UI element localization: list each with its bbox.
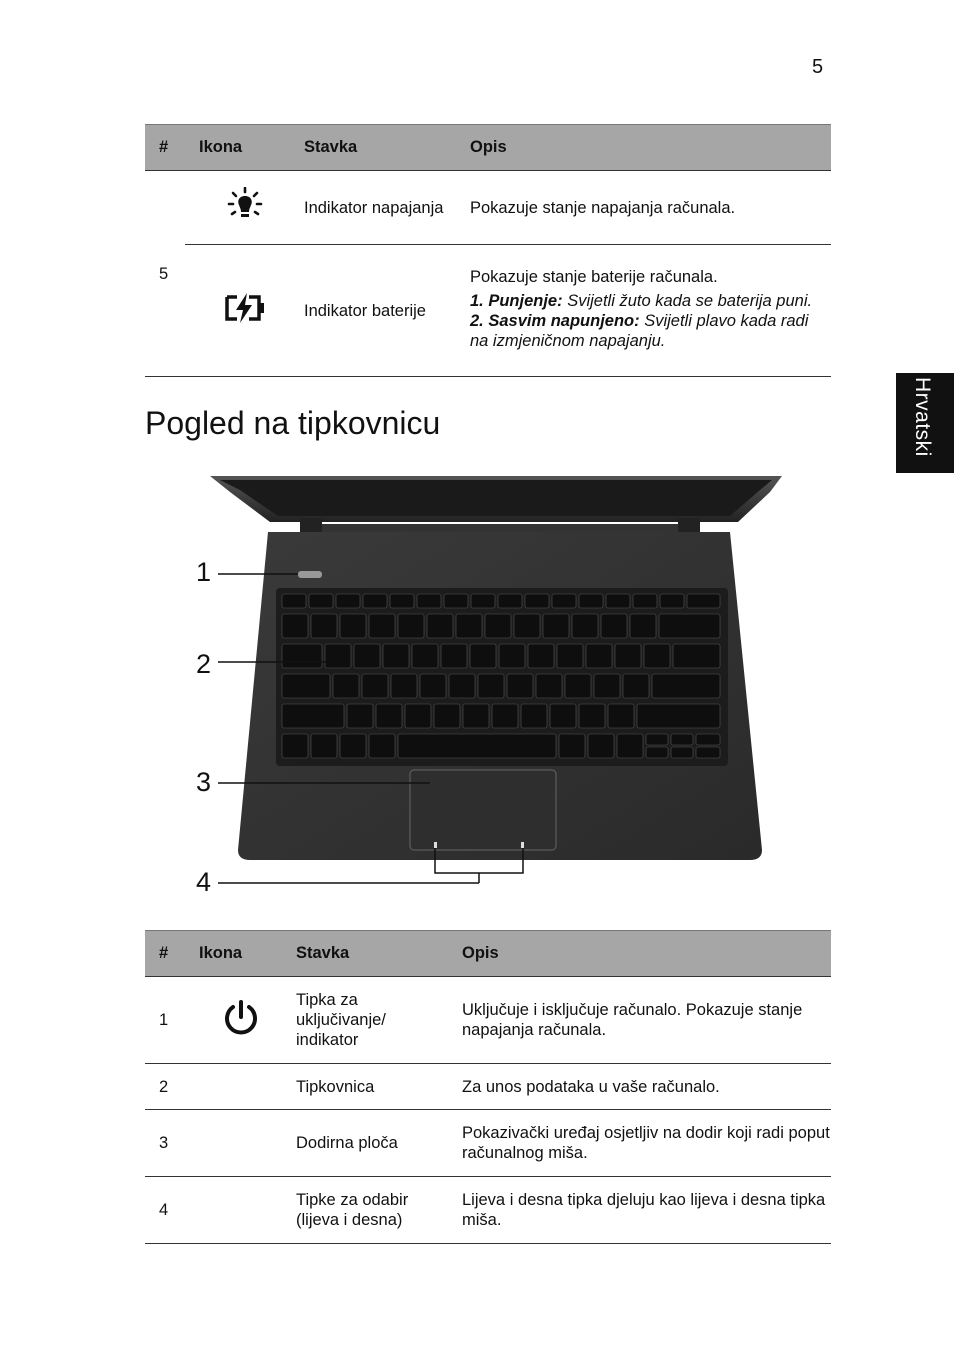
header-item: Stavka xyxy=(290,125,456,171)
language-label: Hrvatski xyxy=(911,377,934,457)
power-indicator-light-icon xyxy=(185,171,290,245)
empty-icon-cell xyxy=(185,1177,282,1244)
keyboard-parts-table xyxy=(145,930,831,1244)
desc-keyboard: Za unos podataka u vaše računalo. xyxy=(448,1064,831,1110)
table-header-row xyxy=(145,125,831,171)
battery-desc-full xyxy=(470,311,831,351)
empty-icon-cell xyxy=(185,1110,282,1177)
table-row xyxy=(145,245,831,377)
header-number: # xyxy=(145,931,185,977)
desc-power-indicator: Pokazuje stanje napajanja računala. xyxy=(456,171,831,245)
header-icon: Ikona xyxy=(185,125,290,171)
desc-click-buttons: Lijeva i desna tipka djeluju kao lijeva i desna tipka miša. xyxy=(448,1177,831,1244)
desc-touchpad: Pokazivački uređaj osjetljiv na dodir koji radi poput računalnog miša. xyxy=(448,1110,831,1177)
battery-desc-main: Pokazuje stanje baterije računala. xyxy=(470,267,718,286)
callout-3: 3 xyxy=(196,767,212,797)
section-title: Pogled na tipkovnicu xyxy=(145,405,441,441)
page-number: 5 xyxy=(812,56,824,78)
laptop-keyboard-figure xyxy=(190,470,790,890)
header-item: Stavka xyxy=(282,931,448,977)
row-number: 4 xyxy=(145,1177,185,1244)
desc-power-button: Uključuje i isključuje računalo. Pokazuje stanje napajanja računala. xyxy=(448,977,831,1064)
item-power-button: Tipka za uključivanje/ indikator xyxy=(282,977,448,1064)
battery-charging-icon xyxy=(185,245,290,377)
indicator-table xyxy=(145,124,831,377)
table-row xyxy=(145,171,831,245)
full-label: 2. Sasvim napunjeno: xyxy=(470,311,640,330)
battery-desc-charging xyxy=(470,291,831,311)
full-text: Svijetli plavo kada radi na izmjeničnom napajanju. xyxy=(470,311,809,350)
row-number: 5 xyxy=(145,171,185,377)
table-row xyxy=(145,1064,831,1110)
table-header-row xyxy=(145,931,831,977)
callout-2: 2 xyxy=(196,649,212,679)
charging-label: 1. Punjenje: xyxy=(470,291,563,310)
table-row xyxy=(145,977,831,1064)
header-description: Opis xyxy=(448,931,831,977)
table-row xyxy=(145,1110,831,1177)
empty-icon-cell xyxy=(185,1064,282,1110)
language-side-tab xyxy=(896,373,954,473)
item-battery-indicator: Indikator baterije xyxy=(290,245,456,377)
power-button-icon xyxy=(185,977,282,1064)
callout-4: 4 xyxy=(196,867,212,897)
charging-text: Svijetli žuto kada se baterija puni. xyxy=(562,291,813,310)
desc-battery-indicator xyxy=(456,245,831,377)
callout-1: 1 xyxy=(196,557,212,587)
row-number: 3 xyxy=(145,1110,185,1177)
row-number: 2 xyxy=(145,1064,185,1110)
item-touchpad: Dodirna ploča xyxy=(282,1110,448,1177)
item-power-indicator: Indikator napajanja xyxy=(290,171,456,245)
header-number: # xyxy=(145,125,185,171)
table-row xyxy=(145,1177,831,1244)
header-description: Opis xyxy=(456,125,831,171)
row-number: 1 xyxy=(145,977,185,1064)
item-click-buttons: Tipke za odabir (lijeva i desna) xyxy=(282,1177,448,1244)
header-icon: Ikona xyxy=(185,931,282,977)
item-keyboard: Tipkovnica xyxy=(282,1064,448,1110)
